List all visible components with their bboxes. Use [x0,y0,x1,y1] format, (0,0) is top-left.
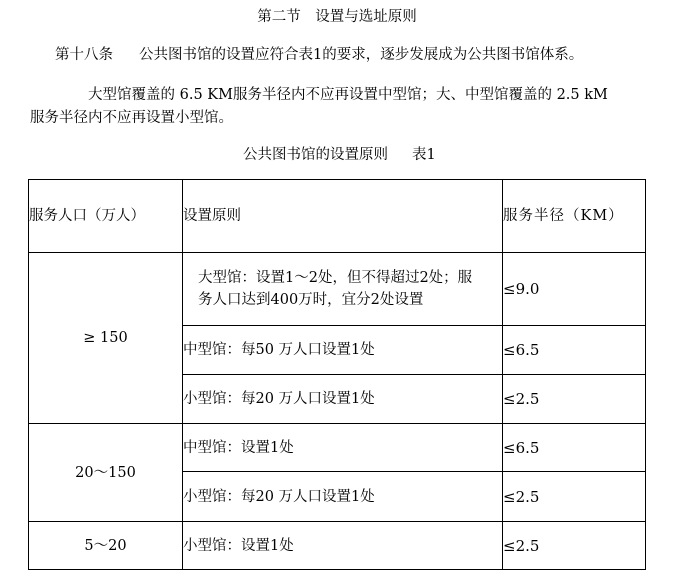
table-caption [243,145,436,165]
section-title: 第二节 设置与选址原则 [257,9,417,25]
radius-cell: ≤9.0 [503,253,646,326]
population-cell: 20～150 [29,424,183,522]
table-header-row [29,180,646,253]
principle-cell: 小型馆：每20 万人口设置1处 [183,375,503,424]
table-caption-label: 表1 [412,147,436,163]
header-radius: 服务半径（KM） [503,180,646,253]
library-setting-table [28,179,646,570]
table-row [29,253,646,326]
table-row [29,522,646,570]
principle-cell: 中型馆：每50 万人口设置1处 [183,326,503,375]
table-row [29,424,646,472]
radius-cell: ≤2.5 [503,375,646,424]
radius-cell: ≤6.5 [503,326,646,375]
radius-cell: ≤6.5 [503,424,646,472]
paragraph-line-2: 服务半径内不应再设置小型馆。 [30,110,233,126]
paragraph-line-1: 大型馆覆盖的 6.5 KM服务半径内不应再设置中型馆；大、中型馆覆盖的 2.5 kM [88,87,608,103]
article-text: 公共图书馆的设置应符合表1的要求，逐步发展成为公共图书馆体系。 [139,47,584,63]
radius-cell: ≤2.5 [503,472,646,522]
population-cell: ≥ 150 [29,253,183,424]
article-number: 第十八条 [55,47,113,63]
article-18 [55,45,583,65]
principle-cell: 大型馆：设置1～2处，但不得超过2处；服务人口达到400万时，宜分2处设置 [183,253,503,326]
principle-cell: 中型馆：设置1处 [183,424,503,472]
principle-cell: 小型馆：每20 万人口设置1处 [183,472,503,522]
table-caption-title: 公共图书馆的设置原则 [243,147,388,163]
radius-cell: ≤2.5 [503,522,646,570]
header-population: 服务人口（万人） [29,180,183,253]
header-principle: 设置原则 [183,180,503,253]
principle-cell: 小型馆：设置1处 [183,522,503,570]
population-cell: 5～20 [29,522,183,570]
